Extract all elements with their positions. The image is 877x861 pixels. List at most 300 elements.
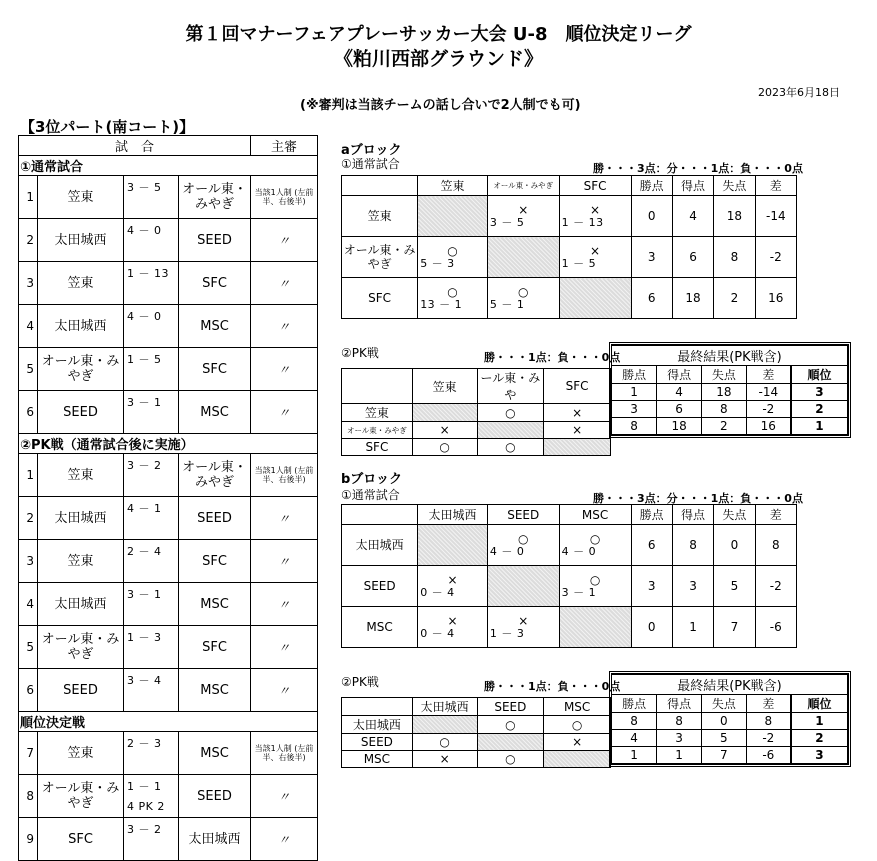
match-score <box>124 775 179 818</box>
stat-ga: 5 <box>714 566 755 607</box>
final-pts: 8 <box>612 418 657 435</box>
corner-cell <box>342 698 413 716</box>
pk-result: × <box>412 751 477 768</box>
final-rank: 1 <box>791 418 848 435</box>
date: 2023年6月18日 <box>758 86 840 99</box>
block-b-pk <box>341 671 848 771</box>
stat-pts: 6 <box>631 525 672 566</box>
home-team: 笠東 <box>38 262 124 305</box>
score-text: 4 － 0 <box>127 224 162 237</box>
referee-detail: 当該1人制 (左前半、右後半) <box>251 454 318 497</box>
stat-gf: 8 <box>672 525 713 566</box>
final-row <box>612 713 848 730</box>
match-score <box>124 583 179 626</box>
match-row <box>19 626 318 669</box>
header-ga: 失点 <box>714 505 755 525</box>
score-text: 3 － 1 <box>127 588 162 601</box>
away-team: MSC <box>179 732 251 775</box>
away-team: SFC <box>179 262 251 305</box>
block-b-pk-label: ②PK戦 <box>341 675 379 689</box>
stat-ga: 7 <box>714 607 755 648</box>
column-team: SFC <box>559 176 631 196</box>
schedule-table <box>18 135 318 861</box>
away-team: SFC <box>179 540 251 583</box>
final-ga: 18 <box>701 384 746 401</box>
home-team: 笠東 <box>38 454 124 497</box>
score-text: 4 － 0 <box>127 310 162 323</box>
column-team: SFC <box>544 369 611 404</box>
match-score <box>124 391 179 434</box>
final-pts: 3 <box>612 401 657 418</box>
header-diff: 差 <box>755 505 796 525</box>
final-rank: 3 <box>791 747 848 764</box>
referee-note: (※審判は当該チームの話し合いで2人制でも可) <box>300 98 581 113</box>
column-team: SEED <box>477 698 544 716</box>
pk-score-text: 4 PK 2 <box>127 800 165 813</box>
result-symbol: × <box>590 203 601 217</box>
match-number: 5 <box>19 626 38 669</box>
referee-ditto: 〃 <box>251 219 318 262</box>
score-text: 3 － 1 <box>127 396 162 409</box>
final-ga: 7 <box>701 747 746 764</box>
corner-cell <box>342 505 418 525</box>
row-team: SFC <box>342 278 418 319</box>
away-team: MSC <box>179 305 251 348</box>
home-team: 笠東 <box>38 176 124 219</box>
pk-table <box>341 368 611 456</box>
final-ga: 2 <box>701 418 746 435</box>
pk-row <box>342 404 611 422</box>
column-team: 太田城西 <box>412 698 477 716</box>
away-team: オール東・みやぎ <box>179 176 251 219</box>
away-team: MSC <box>179 583 251 626</box>
block-a-label: aブロック <box>341 143 402 158</box>
pk-result: × <box>412 422 477 439</box>
match-score <box>124 262 179 305</box>
referee-ditto: 〃 <box>251 262 318 305</box>
match-number: 7 <box>19 732 38 775</box>
header-rank: 順位 <box>791 366 848 384</box>
away-team: 太田城西 <box>179 818 251 861</box>
final-results <box>609 671 851 767</box>
blank-cell <box>544 751 611 768</box>
match-row <box>19 262 318 305</box>
row-team: オール東・みやぎ <box>342 422 413 439</box>
result-score: 1 － 3 <box>489 627 525 640</box>
home-team: SEED <box>38 391 124 434</box>
result-cell <box>418 196 488 237</box>
referee-ditto: 〃 <box>251 540 318 583</box>
match-row <box>19 775 318 818</box>
header-referee: 主審 <box>251 136 318 156</box>
match-row <box>19 669 318 712</box>
referee-ditto: 〃 <box>251 775 318 818</box>
header-rank: 順位 <box>791 695 848 713</box>
standing-row <box>342 237 797 278</box>
final-diff: -2 <box>746 401 791 418</box>
block-b-pk-rule: 勝・・・1点：負・・・0点 <box>484 680 621 693</box>
pk-row <box>342 439 611 456</box>
column-team: MSC <box>544 698 611 716</box>
result-symbol: × <box>518 203 529 217</box>
header-match: 試 合 <box>19 136 251 156</box>
match-number: 3 <box>19 540 38 583</box>
score-text: 3 － 5 <box>127 181 162 194</box>
result-cell <box>418 278 488 319</box>
away-team: SFC <box>179 348 251 391</box>
match-row <box>19 818 318 861</box>
match-score <box>124 219 179 262</box>
match-number: 3 <box>19 262 38 305</box>
home-team: 太田城西 <box>38 497 124 540</box>
match-row <box>19 176 318 219</box>
result-symbol: ○ <box>589 532 601 546</box>
home-team: 笠東 <box>38 540 124 583</box>
final-diff: -6 <box>746 747 791 764</box>
home-team: SFC <box>38 818 124 861</box>
block-a-normal-table <box>341 175 797 319</box>
match-score <box>124 818 179 861</box>
match-number: 4 <box>19 583 38 626</box>
result-cell <box>418 237 488 278</box>
result-cell <box>487 196 559 237</box>
home-team: オール東・みやぎ <box>38 348 124 391</box>
score-text: 3 － 2 <box>127 459 162 472</box>
row-team: 笠東 <box>342 196 418 237</box>
home-team: SEED <box>38 669 124 712</box>
header-gf: 得点 <box>672 505 713 525</box>
row-team: オール東・みやぎ <box>342 237 418 278</box>
block-a-pk-rule: 勝・・・1点：負・・・0点 <box>484 351 621 364</box>
stat-gf: 1 <box>672 607 713 648</box>
final-row <box>612 384 848 401</box>
column-team: オール東・みやぎ <box>487 176 559 196</box>
final-gf: 6 <box>657 401 702 418</box>
referee-detail: 当該1人制 (左前半、右後半) <box>251 732 318 775</box>
stat-pts: 0 <box>631 607 672 648</box>
result-score: 5 － 3 <box>420 257 455 270</box>
column-team: MSC <box>559 505 631 525</box>
result-score: 0 － 4 <box>420 586 455 599</box>
header-diff: 差 <box>746 366 791 384</box>
final-results-table <box>612 345 848 435</box>
final-ga: 0 <box>701 713 746 730</box>
match-row <box>19 391 318 434</box>
result-score: 13 － 1 <box>420 298 463 311</box>
header-pts: 勝点 <box>631 505 672 525</box>
final-diff: -14 <box>746 384 791 401</box>
result-score: 4 － 0 <box>489 545 525 558</box>
match-row <box>19 732 318 775</box>
pk-row <box>342 422 611 439</box>
home-team: 笠東 <box>38 732 124 775</box>
match-score <box>124 626 179 669</box>
result-cell <box>559 278 631 319</box>
result-symbol: ○ <box>518 285 529 299</box>
header-gf: 得点 <box>657 695 702 713</box>
final-gf: 18 <box>657 418 702 435</box>
blank-cell <box>412 716 477 734</box>
result-symbol: ○ <box>589 573 601 587</box>
pk-result: × <box>544 404 611 422</box>
score-text: 4 － 1 <box>127 502 162 515</box>
final-results <box>609 342 851 438</box>
pk-table <box>341 697 611 768</box>
stat-pts: 6 <box>631 278 672 319</box>
section-normal: ①通常試合 <box>19 156 318 176</box>
final-pts: 8 <box>612 713 657 730</box>
match-score <box>124 176 179 219</box>
row-team: SFC <box>342 439 413 456</box>
final-row <box>612 730 848 747</box>
stat-diff: 8 <box>755 525 796 566</box>
result-cell <box>487 525 559 566</box>
match-score <box>124 305 179 348</box>
final-title: 最終結果(PK戦含) <box>612 675 848 695</box>
referee-ditto: 〃 <box>251 626 318 669</box>
header-gf: 得点 <box>657 366 702 384</box>
stat-gf: 18 <box>672 278 713 319</box>
result-symbol: × <box>518 614 529 628</box>
header-ga: 失点 <box>701 695 746 713</box>
match-number: 1 <box>19 176 38 219</box>
result-cell <box>559 196 631 237</box>
referee-ditto: 〃 <box>251 497 318 540</box>
stat-diff: -2 <box>755 237 796 278</box>
match-row <box>19 219 318 262</box>
result-symbol: × <box>447 573 458 587</box>
header-pts: 勝点 <box>612 695 657 713</box>
stat-pts: 3 <box>631 237 672 278</box>
final-results-table <box>612 674 848 764</box>
match-number: 6 <box>19 391 38 434</box>
final-row <box>612 747 848 764</box>
block-b-normal-table <box>341 504 797 648</box>
match-score <box>124 669 179 712</box>
score-text: 2 － 3 <box>127 737 162 750</box>
stat-gf: 3 <box>672 566 713 607</box>
score-text: 2 － 4 <box>127 545 162 558</box>
home-team: オール東・みやぎ <box>38 775 124 818</box>
result-score: 1 － 5 <box>561 257 597 270</box>
match-number: 4 <box>19 305 38 348</box>
block-a-pk <box>341 342 848 454</box>
away-team: オール東・みやぎ <box>179 454 251 497</box>
header-pts: 勝点 <box>612 366 657 384</box>
away-team: SEED <box>179 497 251 540</box>
stat-ga: 0 <box>714 525 755 566</box>
pk-result: ○ <box>477 751 544 768</box>
result-cell <box>487 278 559 319</box>
match-row <box>19 305 318 348</box>
standing-row <box>342 278 797 319</box>
match-number: 8 <box>19 775 38 818</box>
standing-row <box>342 196 797 237</box>
result-score: 1 － 13 <box>561 216 604 229</box>
final-row <box>612 401 848 418</box>
block-a-normal-label: ①通常試合 <box>341 157 400 171</box>
final-ga: 8 <box>701 401 746 418</box>
final-pts: 1 <box>612 747 657 764</box>
final-rank: 3 <box>791 384 848 401</box>
final-title: 最終結果(PK戦含) <box>612 346 848 366</box>
pk-result: ○ <box>544 716 611 734</box>
final-diff: 8 <box>746 713 791 730</box>
column-team: ール東・みや <box>477 369 544 404</box>
match-score <box>124 540 179 583</box>
match-number: 1 <box>19 454 38 497</box>
result-cell <box>418 607 488 648</box>
result-symbol: ○ <box>518 532 529 546</box>
result-symbol: × <box>590 244 601 258</box>
final-gf: 3 <box>657 730 702 747</box>
stat-diff: -14 <box>755 196 796 237</box>
pk-row <box>342 716 611 734</box>
row-team: 笠東 <box>342 404 413 422</box>
final-gf: 4 <box>657 384 702 401</box>
match-number: 2 <box>19 219 38 262</box>
result-cell <box>559 607 631 648</box>
corner-cell <box>342 176 418 196</box>
final-ga: 5 <box>701 730 746 747</box>
corner-cell <box>342 369 413 404</box>
block-b-normal-label: ①通常試合 <box>341 488 400 502</box>
header-pts: 勝点 <box>631 176 672 196</box>
blank-cell <box>477 422 544 439</box>
home-team: 太田城西 <box>38 219 124 262</box>
score-text: 1 － 3 <box>127 631 162 644</box>
score-text: 1 － 1 <box>127 780 162 793</box>
standing-row <box>342 525 797 566</box>
pk-result: ○ <box>477 716 544 734</box>
header-ga: 失点 <box>714 176 755 196</box>
result-score: 4 － 0 <box>561 545 597 558</box>
match-row <box>19 583 318 626</box>
pk-result: × <box>544 734 611 751</box>
stat-diff: -6 <box>755 607 796 648</box>
score-text: 3 － 4 <box>127 674 162 687</box>
final-rank: 2 <box>791 730 848 747</box>
header-diff: 差 <box>746 695 791 713</box>
result-cell <box>418 566 488 607</box>
column-team: SEED <box>487 505 559 525</box>
stat-ga: 18 <box>714 196 755 237</box>
block-b-normal-rule: 勝・・・3点：分・・・1点：負・・・0点 <box>593 492 803 505</box>
header-diff: 差 <box>755 176 796 196</box>
column-team: 笠東 <box>412 369 477 404</box>
standing-row <box>342 566 797 607</box>
blank-cell <box>412 404 477 422</box>
referee-ditto: 〃 <box>251 818 318 861</box>
blank-cell <box>477 734 544 751</box>
away-team: SEED <box>179 775 251 818</box>
result-symbol: ○ <box>447 244 458 258</box>
row-team: 太田城西 <box>342 525 418 566</box>
final-pts: 1 <box>612 384 657 401</box>
stat-diff: 16 <box>755 278 796 319</box>
stat-ga: 2 <box>714 278 755 319</box>
result-cell <box>487 607 559 648</box>
match-row <box>19 454 318 497</box>
away-team: MSC <box>179 669 251 712</box>
referee-ditto: 〃 <box>251 391 318 434</box>
result-score: 3 － 1 <box>561 586 597 599</box>
match-score <box>124 454 179 497</box>
match-row <box>19 348 318 391</box>
final-rank: 2 <box>791 401 848 418</box>
score-text: 3 － 2 <box>127 823 162 836</box>
final-diff: -2 <box>746 730 791 747</box>
header-ga: 失点 <box>701 366 746 384</box>
column-team: 太田城西 <box>418 505 488 525</box>
match-number: 2 <box>19 497 38 540</box>
away-team: SEED <box>179 219 251 262</box>
stat-ga: 8 <box>714 237 755 278</box>
match-score <box>124 348 179 391</box>
referee-ditto: 〃 <box>251 348 318 391</box>
final-gf: 1 <box>657 747 702 764</box>
match-number: 6 <box>19 669 38 712</box>
pk-result: ○ <box>412 439 477 456</box>
pk-result: ○ <box>477 439 544 456</box>
row-team: 太田城西 <box>342 716 413 734</box>
pk-row <box>342 751 611 768</box>
row-team: SEED <box>342 734 413 751</box>
result-symbol: × <box>447 614 458 628</box>
title-line2: 《粕川西部グラウンド》 <box>333 48 543 70</box>
result-score: 3 － 5 <box>489 216 525 229</box>
pk-row <box>342 734 611 751</box>
result-cell <box>418 525 488 566</box>
referee-detail: 当該1人制 (左前半、右後半) <box>251 176 318 219</box>
referee-ditto: 〃 <box>251 583 318 626</box>
away-team: MSC <box>179 391 251 434</box>
stat-pts: 0 <box>631 196 672 237</box>
result-cell <box>487 566 559 607</box>
title-line1: 第１回マナーフェアプレーサッカー大会 U-8 順位決定リーグ <box>185 24 692 45</box>
result-cell <box>559 525 631 566</box>
home-team: 太田城西 <box>38 583 124 626</box>
match-row <box>19 540 318 583</box>
stat-diff: -2 <box>755 566 796 607</box>
result-cell <box>487 237 559 278</box>
part-title: 【3位パート(南コート)】 <box>20 118 195 136</box>
final-row <box>612 418 848 435</box>
block-b-label: bブロック <box>341 472 403 487</box>
final-gf: 8 <box>657 713 702 730</box>
final-pts: 4 <box>612 730 657 747</box>
row-team: MSC <box>342 607 418 648</box>
row-team: SEED <box>342 566 418 607</box>
pk-result: ○ <box>477 404 544 422</box>
referee-ditto: 〃 <box>251 669 318 712</box>
section-pk: ②PK戦（通常試合後に実施） <box>19 434 318 454</box>
match-score <box>124 732 179 775</box>
result-cell <box>559 566 631 607</box>
stat-pts: 3 <box>631 566 672 607</box>
result-symbol: ○ <box>447 285 458 299</box>
pk-result: ○ <box>412 734 477 751</box>
row-team: MSC <box>342 751 413 768</box>
home-team: オール東・みやぎ <box>38 626 124 669</box>
standing-row <box>342 607 797 648</box>
stat-gf: 6 <box>672 237 713 278</box>
column-team: 笠東 <box>418 176 488 196</box>
section-final: 順位決定戦 <box>19 712 318 732</box>
final-diff: 16 <box>746 418 791 435</box>
home-team: 太田城西 <box>38 305 124 348</box>
match-number: 9 <box>19 818 38 861</box>
